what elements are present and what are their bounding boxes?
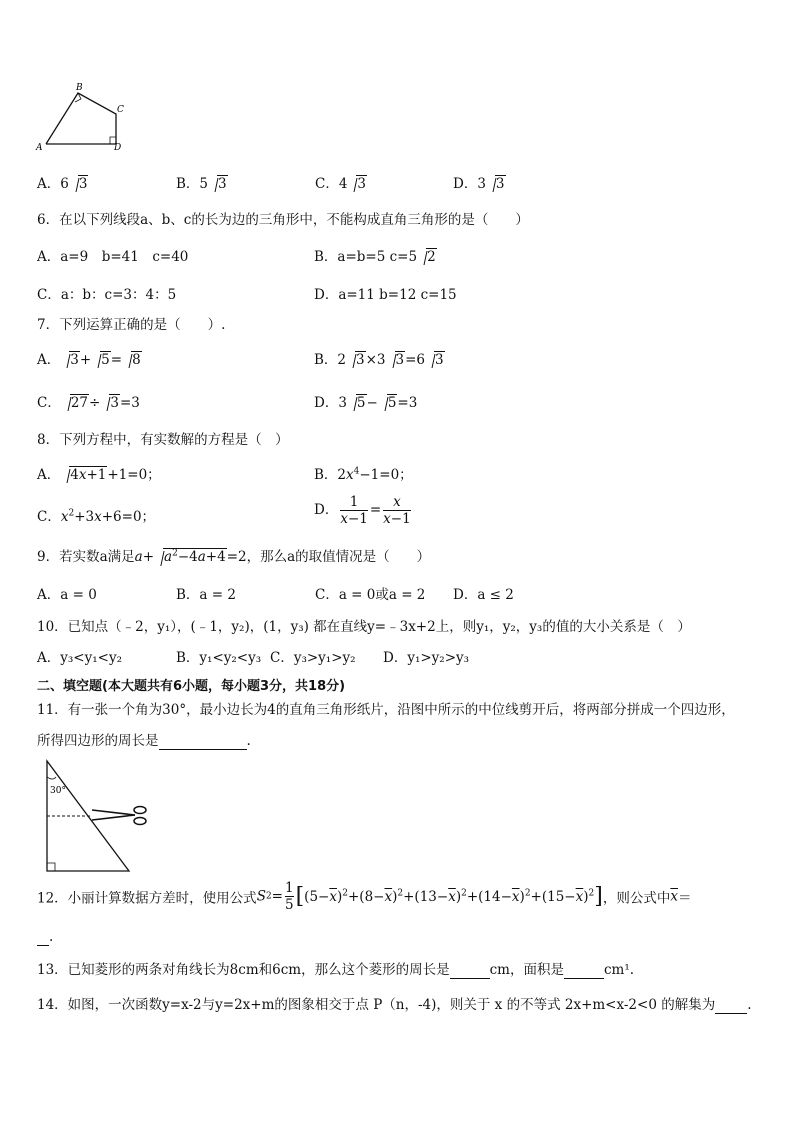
q6-option-d[interactable]: D．a=11 b=12 c=15 [314, 287, 457, 303]
q13-text: 13．已知菱形的两条对角线长为8cm和6cm，那么这个菱形的周长是 cm，面积是 cm¹. [37, 962, 635, 978]
angle-arc [47, 777, 56, 779]
q7-stem: 7．下列运算正确的是（ ）. [37, 317, 226, 333]
scissors-icon [92, 807, 146, 825]
q11-line2: 所得四边形的周长是 . [37, 733, 251, 749]
angle-label: 30° [50, 786, 66, 796]
q6-option-b[interactable]: B．a=b=5 c=5 2 [314, 249, 436, 265]
q12-line2: . [37, 929, 53, 946]
label-b: B [76, 83, 83, 93]
q10-stem: 10．已知点（﹣2，y₁），(﹣1，y₂)，(1，y₃) 都在直线y=﹣3x+2上，则y₁，y₂，y₃的值的大小关系是（ ） [37, 619, 691, 635]
q5-option-c[interactable]: C．4 3 [315, 176, 367, 192]
q9-option-b[interactable]: B．a = 2 [176, 587, 236, 603]
quadrilateral-figure [34, 80, 134, 152]
q10-option-d[interactable]: D．y₁>y₂>y₃ [383, 650, 470, 666]
q8-option-d[interactable]: D． $\frac{1}{x-1}$ = $\frac{x}{x-1}$ [314, 494, 411, 527]
q8-option-b[interactable]: B．$2x^4-1=0$； [314, 466, 413, 483]
q9-stem: 9．若实数a满足$a+ a^2-4a+4=2$，那么a的取值情况是（ ） [37, 548, 431, 565]
q5-option-a[interactable]: A．6 3 [37, 176, 88, 192]
label-c: C [117, 105, 124, 115]
q6-stem: 6．在以下列线段a、b、c的长为边的三角形中，不能构成直角三角形的是（ ） [37, 212, 529, 228]
q12-answer-blank[interactable] [37, 929, 49, 946]
triangle-scissors-figure [40, 757, 155, 875]
q7-option-d[interactable]: D．3 5− 5=3 [314, 395, 418, 411]
q12-line1: 12．小丽计算数据方差时，使用公式S2= $\frac{1}{5}$ $[(5-\overline{x})^2+(8-\overline{x})^2+(13-\overline{x})^2+(14-\overline{x})^2+(15-\overline{x})^2]$，则公式中$\overline{x}=$ [37, 880, 692, 913]
q7-option-c[interactable]: C． 27÷ 3=3 [37, 395, 140, 411]
section-heading-fill-in: 二、填空题(本大题共有6小题，每小题3分，共18分) [37, 679, 346, 694]
q11-answer-blank[interactable] [159, 733, 247, 750]
q8-option-a[interactable]: A． 4x+1+1=0； [37, 467, 161, 483]
q14-answer-blank[interactable] [715, 997, 747, 1014]
q9-option-a[interactable]: A．a = 0 [37, 587, 97, 603]
q8-option-c[interactable]: C．$x^2+3x+6=0$； [37, 508, 156, 525]
q8-stem: 8．下列方程中，有实数解的方程是（ ） [37, 432, 289, 448]
q11-line1: 11．有一张一个角为30°，最小边长为4的直角三角形纸片，沿图中所示的中位线剪开后，将两部分拼成一个四边形， [37, 702, 735, 718]
q9-option-d[interactable]: D．a ≤ 2 [453, 587, 514, 603]
q9-option-c[interactable]: C．a = 0或a = 2 [315, 587, 426, 603]
q5-option-d[interactable]: D．3 3 [453, 176, 505, 192]
q10-option-c[interactable]: C．y₃>y₁>y₂ [270, 650, 356, 666]
q5-option-b[interactable]: B．5 3 [176, 176, 227, 192]
q6-option-c[interactable]: C．a：b：c=3：4：5 [37, 287, 177, 303]
q10-option-b[interactable]: B．y₁<y₂<y₃ [176, 650, 262, 666]
q6-option-a[interactable]: A．a=9 b=41 c=40 [37, 249, 189, 265]
q13-area-blank[interactable] [564, 962, 604, 979]
q7-option-a[interactable]: A． 3+ 5= 8 [37, 352, 141, 368]
right-angle-mark [47, 863, 55, 871]
q10-option-a[interactable]: A．y₃<y₁<y₂ [37, 650, 122, 666]
label-d: D [114, 143, 122, 152]
q7-option-b[interactable]: B．2 3×3 3=6 3 [314, 352, 444, 368]
q14-text: 14．如图，一次函数y=x-2与y=2x+m的图象相交于点 P（n，-4)，则关于 x 的不等式 2x+m<x-2<0 的解集为 . [37, 997, 752, 1013]
label-a: A [36, 143, 43, 152]
q13-perimeter-blank[interactable] [450, 962, 490, 979]
